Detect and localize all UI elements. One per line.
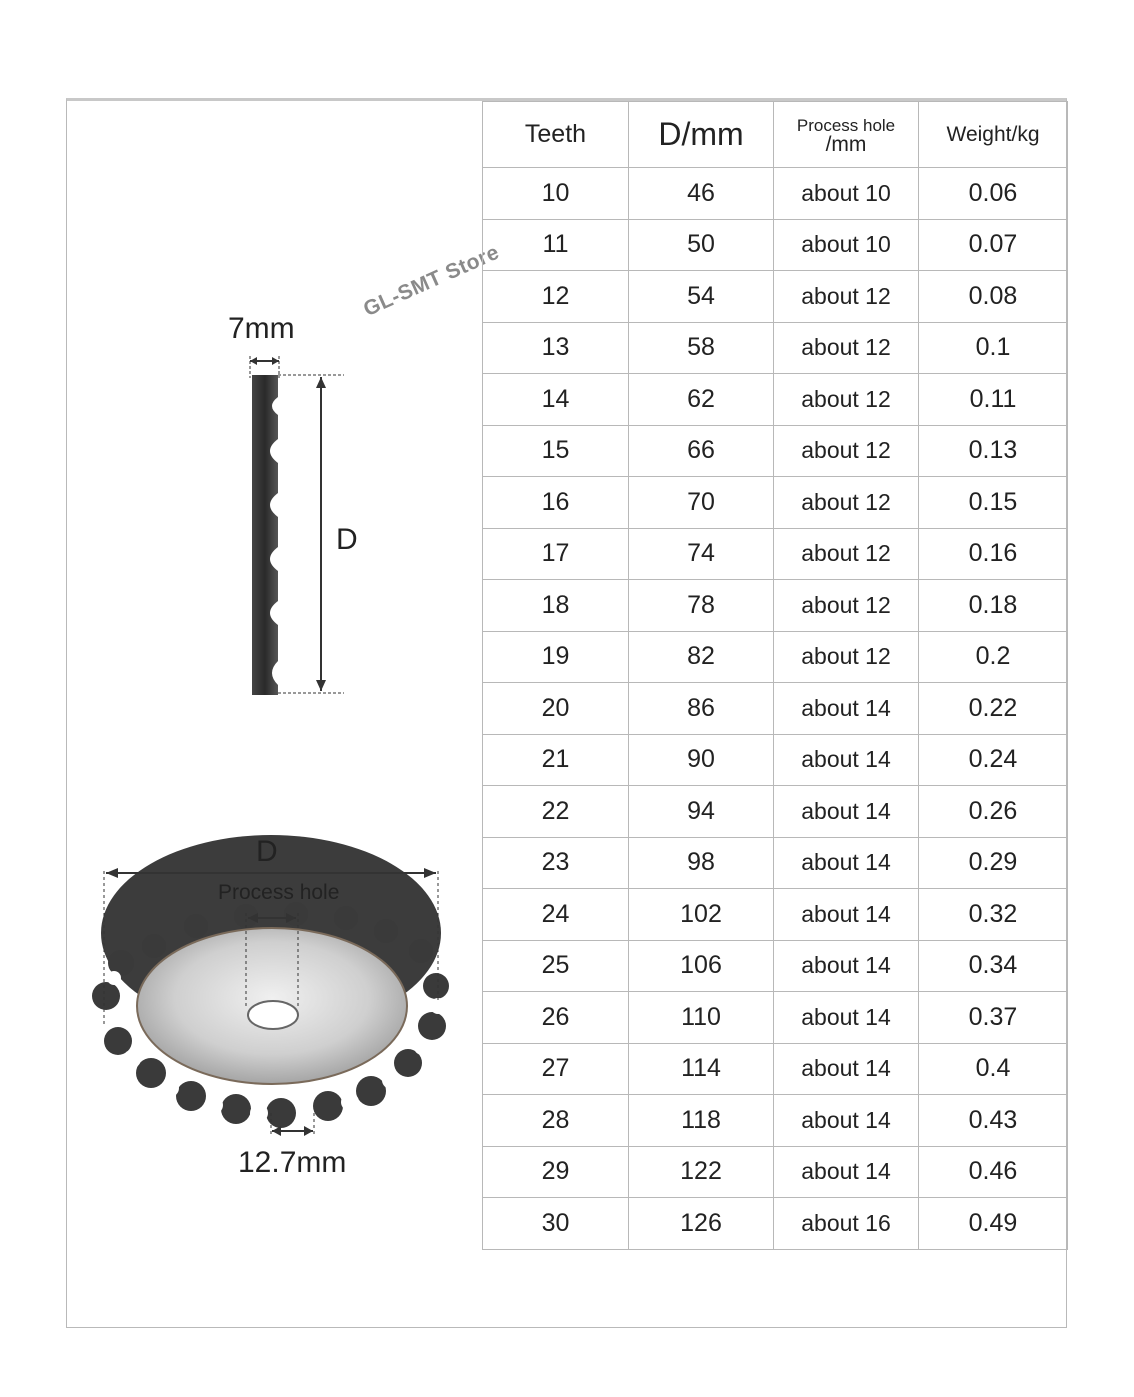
cell-process-hole: about 14	[774, 734, 919, 786]
cell-process-hole: about 14	[774, 1095, 919, 1147]
table-row	[483, 889, 1068, 941]
side-view-body	[252, 375, 278, 695]
cell-process-hole: about 12	[774, 580, 919, 632]
cell-diameter: 86	[629, 683, 774, 735]
table-row	[483, 425, 1068, 477]
cell-diameter: 102	[629, 889, 774, 941]
table-row	[483, 168, 1068, 220]
table-row	[483, 271, 1068, 323]
cell-diameter: 126	[629, 1198, 774, 1250]
cell-process-hole: about 14	[774, 786, 919, 838]
table-row	[483, 1146, 1068, 1198]
cell-weight: 0.1	[919, 322, 1068, 374]
header-process-hole	[774, 102, 919, 168]
table-row	[483, 477, 1068, 529]
table-row	[483, 528, 1068, 580]
table-row	[483, 734, 1068, 786]
header-process-hole-line1: Process hole	[796, 115, 896, 135]
cell-diameter: 94	[629, 786, 774, 838]
header-weight: Weight/kg	[919, 102, 1068, 168]
cell-diameter: 46	[629, 168, 774, 220]
cell-weight: 0.15	[919, 477, 1068, 529]
cell-process-hole: about 12	[774, 425, 919, 477]
table-row	[483, 1043, 1068, 1095]
table-row	[483, 940, 1068, 992]
cell-teeth: 22	[483, 786, 629, 838]
cell-diameter: 90	[629, 734, 774, 786]
cell-weight: 0.49	[919, 1198, 1068, 1250]
cell-weight: 0.18	[919, 580, 1068, 632]
cell-diameter: 78	[629, 580, 774, 632]
cell-teeth: 12	[483, 271, 629, 323]
side-width-label: 7mm	[228, 312, 295, 345]
cell-process-hole: about 14	[774, 889, 919, 941]
table-row	[483, 322, 1068, 374]
cell-teeth: 26	[483, 992, 629, 1044]
cell-diameter: 82	[629, 631, 774, 683]
store-watermark: GL-SMT Store	[360, 240, 503, 322]
cell-weight: 0.34	[919, 940, 1068, 992]
cell-weight: 0.4	[919, 1043, 1068, 1095]
header-process-hole-line2: /mm	[825, 132, 867, 156]
cell-process-hole: about 12	[774, 322, 919, 374]
cell-weight: 0.43	[919, 1095, 1068, 1147]
table-row	[483, 631, 1068, 683]
cell-weight: 0.24	[919, 734, 1068, 786]
cell-teeth: 14	[483, 374, 629, 426]
cell-process-hole: about 14	[774, 1146, 919, 1198]
cell-weight: 0.07	[919, 219, 1068, 271]
cell-process-hole: about 12	[774, 271, 919, 323]
spec-table	[482, 101, 1068, 1250]
side-diameter-label: D	[336, 523, 358, 556]
cell-weight: 0.2	[919, 631, 1068, 683]
cell-diameter: 66	[629, 425, 774, 477]
cell-teeth: 25	[483, 940, 629, 992]
cell-diameter: 98	[629, 837, 774, 889]
table-header-row	[483, 102, 1068, 168]
cell-teeth: 19	[483, 631, 629, 683]
cell-process-hole: about 10	[774, 168, 919, 220]
cell-process-hole: about 14	[774, 683, 919, 735]
header-d-mm: D/mm	[629, 102, 774, 168]
pitch-label: 12.7mm	[238, 1146, 347, 1179]
process-hole-label: Process hole	[218, 881, 340, 904]
cell-teeth: 20	[483, 683, 629, 735]
cell-weight: 0.29	[919, 837, 1068, 889]
cell-teeth: 23	[483, 837, 629, 889]
cell-diameter: 106	[629, 940, 774, 992]
table-row	[483, 374, 1068, 426]
cell-weight: 0.06	[919, 168, 1068, 220]
cell-weight: 0.11	[919, 374, 1068, 426]
cell-teeth: 29	[483, 1146, 629, 1198]
cell-teeth: 18	[483, 580, 629, 632]
cell-process-hole: about 12	[774, 477, 919, 529]
cell-weight: 0.26	[919, 786, 1068, 838]
front-diameter-label: D	[256, 835, 278, 868]
cell-weight: 0.37	[919, 992, 1068, 1044]
cell-diameter: 110	[629, 992, 774, 1044]
cell-diameter: 50	[629, 219, 774, 271]
cell-process-hole: about 14	[774, 1043, 919, 1095]
table-row	[483, 837, 1068, 889]
cell-weight: 0.13	[919, 425, 1068, 477]
side-view	[250, 356, 344, 695]
cell-teeth: 28	[483, 1095, 629, 1147]
cell-teeth: 10	[483, 168, 629, 220]
cell-teeth: 17	[483, 528, 629, 580]
cell-diameter: 54	[629, 271, 774, 323]
process-hole	[248, 1001, 298, 1029]
table-row	[483, 786, 1068, 838]
cell-process-hole: about 14	[774, 940, 919, 992]
table-row	[483, 219, 1068, 271]
cell-diameter: 70	[629, 477, 774, 529]
cell-weight: 0.22	[919, 683, 1068, 735]
cell-diameter: 62	[629, 374, 774, 426]
cell-teeth: 27	[483, 1043, 629, 1095]
table-row	[483, 1198, 1068, 1250]
header-teeth: Teeth	[483, 102, 629, 168]
cell-process-hole: about 10	[774, 219, 919, 271]
cell-process-hole: about 12	[774, 374, 919, 426]
cell-weight: 0.32	[919, 889, 1068, 941]
cell-process-hole: about 12	[774, 528, 919, 580]
cell-teeth: 13	[483, 322, 629, 374]
cell-teeth: 24	[483, 889, 629, 941]
cell-process-hole: about 14	[774, 837, 919, 889]
table-row	[483, 992, 1068, 1044]
cell-diameter: 122	[629, 1146, 774, 1198]
table-row	[483, 1095, 1068, 1147]
cell-teeth: 11	[483, 219, 629, 271]
cell-weight: 0.08	[919, 271, 1068, 323]
cell-teeth: 21	[483, 734, 629, 786]
cell-teeth: 15	[483, 425, 629, 477]
cell-diameter: 74	[629, 528, 774, 580]
cell-teeth: 16	[483, 477, 629, 529]
table-row	[483, 580, 1068, 632]
cell-diameter: 114	[629, 1043, 774, 1095]
cell-weight: 0.46	[919, 1146, 1068, 1198]
cell-teeth: 30	[483, 1198, 629, 1250]
cell-process-hole: about 12	[774, 631, 919, 683]
cell-diameter: 58	[629, 322, 774, 374]
cell-diameter: 118	[629, 1095, 774, 1147]
spec-table-body	[483, 168, 1068, 1250]
cell-weight: 0.16	[919, 528, 1068, 580]
table-row	[483, 683, 1068, 735]
cell-process-hole: about 16	[774, 1198, 919, 1250]
cell-process-hole: about 14	[774, 992, 919, 1044]
